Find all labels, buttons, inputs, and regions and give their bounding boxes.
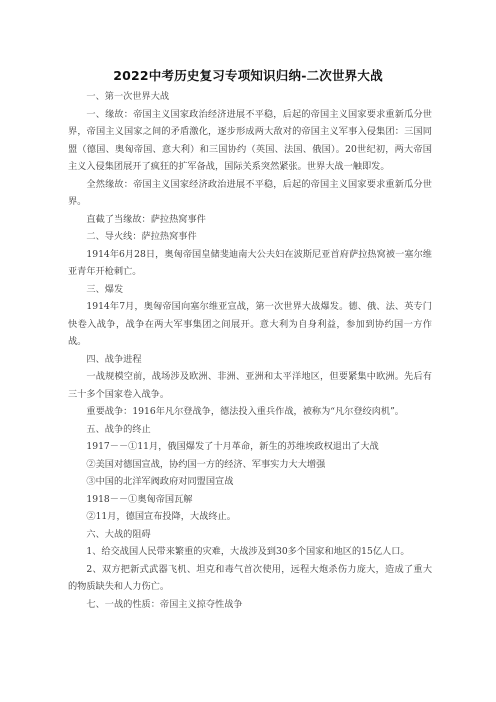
- paragraph: 一、缘故：帝国主义国家政治经济进展不平稳，后起的帝国主义国家要求重新瓜分世界，帝国主义国家之间的矛盾激化，逐步形成两大敌对的帝国主义军事入侵集团：三国同盟（德国、奥匈帝国、意大利）和三国协约（英国、法国、俄国）。20世纪初，两大帝国主义入侵集团展开了疯狂的扩军备战，国际关系突然紧张。世界大战一触即发。: [68, 108, 432, 172]
- paragraph: 重要战争：1916年凡尔登战争，德法投入重兵作战，被称为“凡尔登绞肉机”。: [86, 406, 404, 417]
- paragraph: 一战规模空前，战场涉及欧洲、非洲、亚洲和太平洋地区，但要紧集中欧洲。先后有三十多个国家卷入战争。: [68, 371, 432, 400]
- paragraph: 全然缘故：帝国主义国家经济政治进展不平稳，后起的帝国主义国家要求重新瓜分世界。: [68, 178, 432, 207]
- section-heading: 三、爆发: [86, 283, 124, 295]
- paragraph: ②11月，德国宣布投降，大战终止。: [86, 511, 236, 522]
- paragraph: 1、给交战国人民带来繁重的灾难，大战涉及到30多个国家和地区的15亿人口。: [86, 546, 410, 557]
- section-heading: 六、大战的阻碍: [86, 528, 151, 540]
- section-heading: 二、导火线：萨拉热窝事件: [86, 231, 197, 242]
- document-body: [68, 88, 432, 613]
- paragraph: 1917－－①11月，俄国爆发了十月革命，新生的苏维埃政权退出了大战: [86, 441, 379, 452]
- paragraph: ③中国的北洋军阀政府对同盟国宣战: [86, 476, 234, 487]
- document-title: 2022中考历史复习专项知识归纳-二次世界大战: [113, 68, 383, 83]
- section-heading: 五、战争的终止: [86, 423, 151, 435]
- paragraph: 直截了当缘故：萨拉热窝事件: [86, 213, 206, 225]
- section-heading: 七、一战的性质：帝国主义掠夺性战争: [86, 598, 243, 610]
- section-heading: 一、第一次世界大战: [86, 91, 170, 102]
- paragraph: 2、双方把新式武器飞机、坦克和毒气首次使用，远程大炮杀伤力庞大，造成了重大的物质缺失和人力伤亡。: [68, 563, 432, 592]
- paragraph: ②美国对德国宣战，协约国一方的经济、军事实力大大增强: [86, 458, 326, 470]
- paragraph: 1914年6月28日，奥匈帝国皇储斐迪南大公夫妇在波斯尼亚首府萨拉热窝被一塞尔维亚青年开枪刺亡。: [68, 248, 432, 277]
- paragraph: 1914年7月，奥匈帝国向塞尔维亚宣战，第一次世界大战爆发。德、俄、法、英专门快卷入战争，战争在两大军事集团之间展开。意大利为自身利益，参加到协约国一方作战。: [68, 301, 432, 347]
- section-heading: 四、战争进程: [86, 353, 142, 365]
- paragraph: 1918－－①奥匈帝国瓦解: [86, 493, 193, 505]
